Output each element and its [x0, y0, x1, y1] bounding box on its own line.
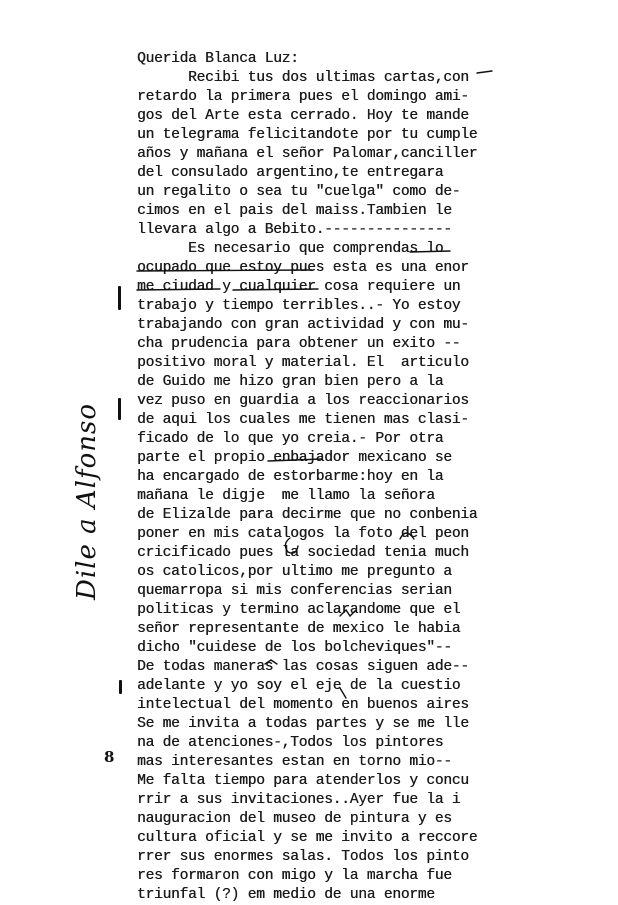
letter-line: años y mañana el señor Palomar,canciller: [137, 146, 478, 162]
letter-line: ficado de lo que yo creia.- Por otra: [137, 431, 444, 447]
letter-line: cultura oficial y se me invito a reccore: [137, 830, 478, 846]
letter-line: señor representante de mexico le habia: [137, 621, 461, 637]
letter-line: Querida Blanca Luz:: [137, 51, 299, 67]
letter-line: de aqui los cuales me tienen mas clasi-: [137, 412, 469, 428]
letter-line: dicho "cuidese de los bolcheviques"--: [137, 640, 452, 656]
letter-line: de Guido me hizo gran bien pero a la: [137, 374, 444, 390]
letter-line: positivo moral y material. El articulo: [137, 355, 469, 371]
letter-line: os catolicos,por ultimo me pregunto a: [137, 564, 452, 580]
letter-line: trabajando con gran actividad y con mu-: [137, 317, 469, 333]
letter-line: adelante y yo soy el eje de la cuestio: [137, 678, 461, 694]
letter-line: cha prudencia para obtener un exito --: [137, 336, 461, 352]
letter-line: Recibi tus dos ultimas cartas,con: [137, 70, 469, 86]
letter-line: gos del Arte esta cerrado. Hoy te mande: [137, 108, 469, 124]
letter-line: llevara algo a Bebito.---------------: [137, 222, 452, 238]
letter-line: Es necesario que comprendas lo: [137, 241, 444, 257]
letter-line: nauguracion del museo de pintura y es: [137, 811, 452, 827]
letter-line: un telegrama felicitandote por tu cumple: [137, 127, 478, 143]
typewritten-letter: [137, 50, 557, 905]
letter-line: cricificado pues la sociedad tenia much: [137, 545, 469, 561]
margin-tick-mark: [119, 680, 122, 694]
letter-line: cimos en el pais del maiss.Tambien le: [137, 203, 452, 219]
letter-line: quemarropa si mis conferencias serian: [137, 583, 452, 599]
letter-line: res formaron con migo y la marcha fue: [137, 868, 452, 884]
letter-line: rrer sus enormes salas. Todos los pinto: [137, 849, 469, 865]
letter-line: na de atenciones-,Todos los pintores: [137, 735, 444, 751]
letter-line: de Elizalde para decirme que no conbenia: [137, 507, 478, 523]
page-number: 8: [104, 748, 115, 766]
margin-tick-mark: [118, 398, 121, 420]
letter-line: triunfal (?) em medio de una enorme: [137, 887, 435, 903]
letter-line: poner en mis catalogos la foto del peon: [137, 526, 469, 542]
margin-tick-mark: [118, 286, 121, 310]
letter-line: rrir a sus invitaciones..Ayer fue la i: [137, 792, 461, 808]
letter-line: trabajo y tiempo terribles..- Yo estoy: [137, 298, 461, 314]
letter-line: ha encargado de estorbarme:hoy en la: [137, 469, 444, 485]
letter-line: retardo la primera pues el domingo ami-: [137, 89, 469, 105]
handwritten-margin-note: Dile a Alfonso: [72, 402, 102, 600]
letter-line: parte el propio enbajador mexicano se: [137, 450, 452, 466]
letter-line: Se me invita a todas partes y se me lle: [137, 716, 469, 732]
letter-line: De todas maneras las cosas siguen ade--: [137, 659, 469, 675]
letter-line: me ciudad y cualquier cosa requiere un: [137, 279, 461, 295]
letter-line: vez puso en guardia a los reaccionarios: [137, 393, 469, 409]
letter-line: intelectual del momento en buenos aires: [137, 697, 469, 713]
letter-line: ocupado que estoy pues esta es una enor: [137, 260, 469, 276]
letter-line: mas interesantes estan en torno mio--: [137, 754, 452, 770]
letter-line: del consulado argentino,te entregara: [137, 165, 444, 181]
letter-line: politicas y termino aclarandome que el: [137, 602, 461, 618]
letter-line: Me falta tiempo para atenderlos y concu: [137, 773, 469, 789]
letter-line: un regalito o sea tu "cuelga" como de-: [137, 184, 461, 200]
letter-line: mañana le digje me llamo la señora: [137, 488, 435, 504]
